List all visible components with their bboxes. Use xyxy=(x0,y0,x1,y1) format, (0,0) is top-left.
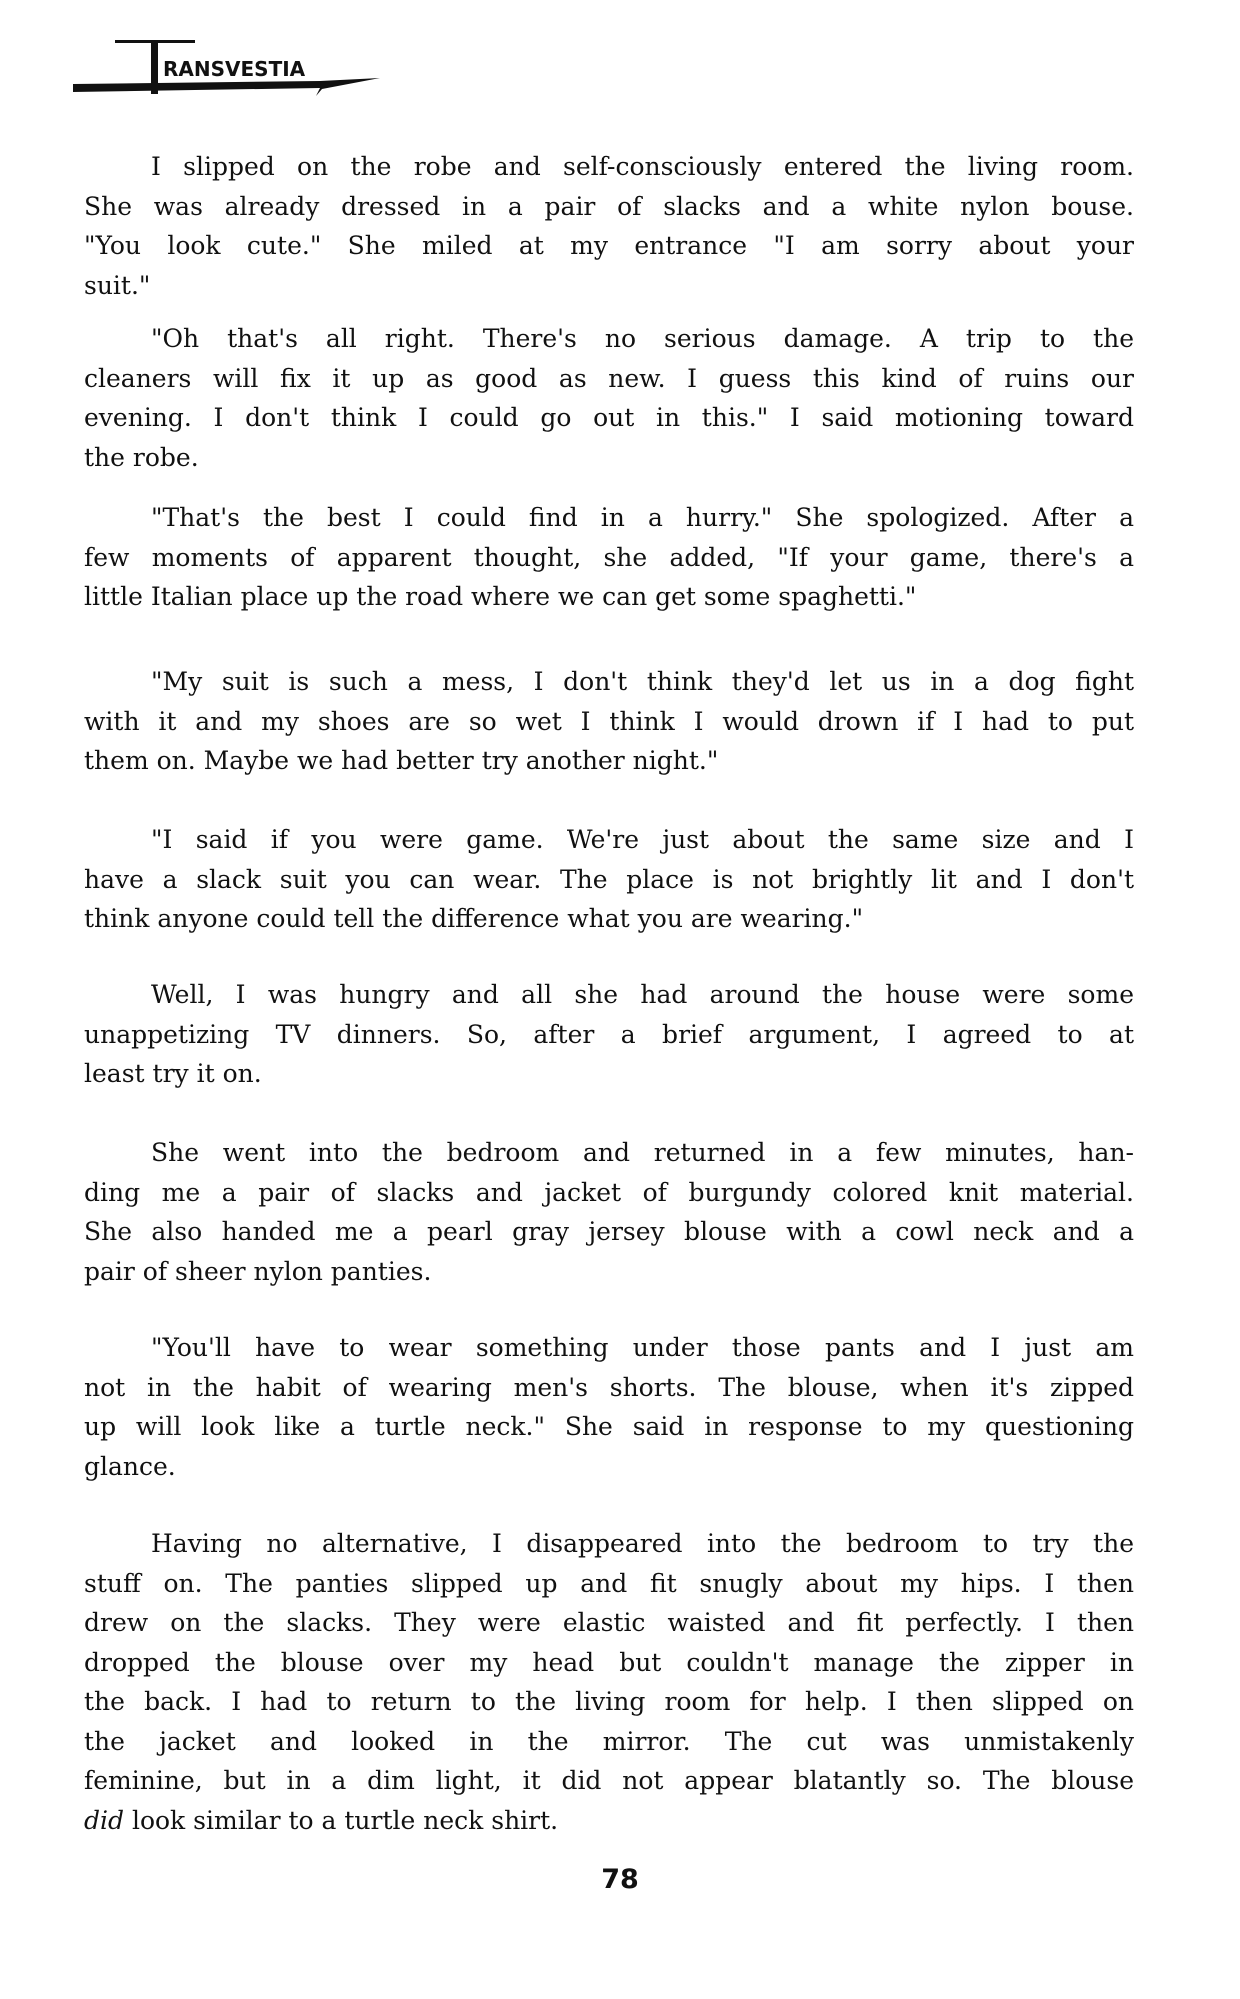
paragraph xyxy=(84,820,1134,939)
paragraph xyxy=(84,498,1134,617)
paragraph xyxy=(84,1133,1134,1291)
text-line: the back. I had to return to the living room for help. I then slipped on xyxy=(84,1687,1134,1716)
italic-word: did xyxy=(84,1805,125,1835)
text-line: "That's the best I could find in a hurry." She spologized. After a xyxy=(151,503,1134,532)
paragraph xyxy=(84,975,1134,1094)
text-line: drew on the slacks. They were elastic waisted and fit perfectly. I then xyxy=(84,1608,1134,1637)
text-line: She was already dressed in a pair of slacks and a white nylon bouse. xyxy=(84,191,1134,221)
text-line: them on. Maybe we had better try another night." xyxy=(84,746,719,775)
text-line: up will look like a turtle neck." She said in response to my questioning xyxy=(84,1412,1134,1441)
text-line: "Oh that's all right. There's no serious damage. A trip to the xyxy=(151,324,1134,353)
text-line: suit." xyxy=(84,270,151,300)
paragraph xyxy=(84,1524,1134,1840)
text-line: glance. xyxy=(84,1451,176,1481)
magazine-logo xyxy=(70,36,400,102)
text-line: not in the habit of wearing men's shorts. The blouse, when it's zipped xyxy=(84,1372,1134,1402)
text-line: few moments of apparent thought, she added, "If your game, there's a xyxy=(84,542,1134,572)
text-line: "My suit is such a mess, I don't think they'd let us in a dog fight xyxy=(151,667,1134,696)
text-line: least try it on. xyxy=(84,1059,262,1088)
text-line: the jacket and looked in the mirror. The cut was unmistakenly xyxy=(84,1726,1134,1756)
text-line: think anyone could tell the difference what you are wearing." xyxy=(84,904,864,933)
text-line: feminine, but in a dim light, it did not appear blatantly so. The blouse xyxy=(84,1766,1134,1795)
text-line xyxy=(84,1801,1134,1841)
page-number: 78 xyxy=(601,1864,639,1895)
logo-text: RANSVESTIA xyxy=(163,57,306,81)
text-line: have a slack suit you can wear. The place is not brightly lit and I don't xyxy=(84,864,1134,894)
paragraph xyxy=(84,1328,1134,1486)
line-rest: look similar to a turtle neck shirt. xyxy=(124,1805,559,1835)
paragraph xyxy=(84,662,1134,781)
text-line: dropped the blouse over my head but couldn't manage the zipper in xyxy=(84,1647,1134,1677)
logo-t-stem xyxy=(151,42,158,94)
text-line: unappetizing TV dinners. So, after a brief argument, I agreed to at xyxy=(84,1019,1134,1049)
text-line: I slipped on the robe and self-consciously entered the living room. xyxy=(151,152,1134,181)
text-line: Having no alternative, I disappeared into the bedroom to try the xyxy=(151,1529,1134,1558)
text-line: "You look cute." She miled at my entrance "I am sorry about your xyxy=(84,231,1134,260)
text-line: evening. I don't think I could go out in this." I said motioning toward xyxy=(84,403,1134,432)
text-line: She went into the bedroom and returned in a few minutes, han- xyxy=(151,1138,1134,1167)
text-line: ding me a pair of slacks and jacket of burgundy colored knit material. xyxy=(84,1177,1134,1207)
text-line: little Italian place up the road where we can get some spaghetti." xyxy=(84,582,917,611)
paragraph xyxy=(84,147,1134,305)
paragraph xyxy=(84,319,1134,477)
text-line: pair of sheer nylon panties. xyxy=(84,1256,432,1286)
text-line: She also handed me a pearl gray jersey blouse with a cowl neck and a xyxy=(84,1217,1134,1246)
text-line: Well, I was hungry and all she had around the house were some xyxy=(151,980,1134,1009)
text-line: "You'll have to wear something under those pants and I just am xyxy=(151,1333,1134,1362)
text-line: with it and my shoes are so wet I think I would drown if I had to put xyxy=(84,706,1134,736)
text-line: "I said if you were game. We're just about the same size and I xyxy=(151,825,1134,854)
text-line: stuff on. The panties slipped up and fit snugly about my hips. I then xyxy=(84,1568,1134,1598)
text-line: the robe. xyxy=(84,442,199,472)
text-line: cleaners will fix it up as good as new. I guess this kind of ruins our xyxy=(84,363,1134,393)
